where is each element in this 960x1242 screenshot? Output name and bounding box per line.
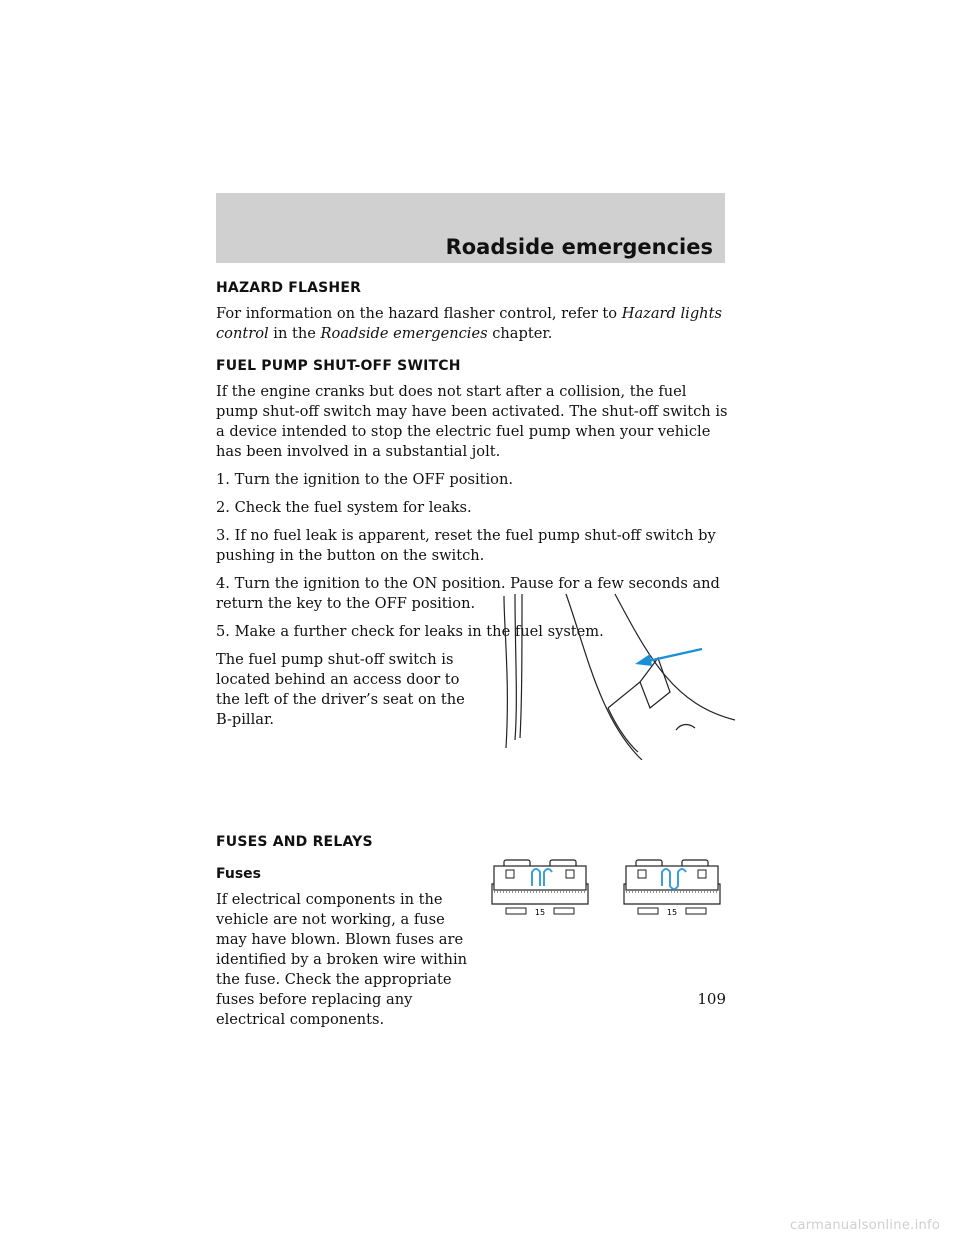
indicator-arrow-icon bbox=[635, 649, 702, 666]
fuel-pump-step-3: 3. If no fuel leak is apparent, reset the fuel pump shut-off switch by pushing in the button on the switch. bbox=[216, 527, 716, 564]
page-number: 109 bbox=[697, 990, 726, 1008]
fuel-pump-intro: If the engine cranks but does not start after a collision, the fuel pump shut-off switch may have been activated. The shut-off switch is a device intended to stop the electric fuel pump when your vehicle has been involved in a substantial jolt. bbox=[216, 383, 728, 460]
footer-watermark: carmanualsonline.info bbox=[790, 1218, 941, 1233]
hazard-lights-control-ref: Hazard lights control bbox=[216, 305, 722, 342]
b-pillar-edge-right bbox=[615, 594, 735, 720]
door-hinge-line bbox=[608, 682, 640, 708]
fuses-illustration bbox=[490, 858, 730, 920]
fuel-pump-step-2: 2. Check the fuel system for leaks. bbox=[216, 499, 472, 516]
roadside-emergencies-ref: Roadside emergencies bbox=[320, 325, 488, 342]
fuel-pump-heading: FUEL PUMP SHUT-OFF SWITCH bbox=[216, 358, 461, 374]
access-door bbox=[640, 658, 670, 708]
pillar-lower-edge bbox=[608, 708, 638, 752]
trim-line-left bbox=[504, 596, 507, 748]
fuses-relays-heading: FUSES AND RELAYS bbox=[216, 834, 373, 850]
chapter-header-band bbox=[216, 193, 725, 263]
b-pillar-edge-left bbox=[566, 594, 642, 760]
fuel-pump-step-1: 1. Turn the ignition to the OFF position. bbox=[216, 471, 514, 488]
blown-fuse bbox=[492, 860, 588, 917]
good-fuse-rating: 15 bbox=[666, 908, 678, 917]
hazard-flasher-heading: HAZARD FLASHER bbox=[216, 280, 362, 296]
b-pillar-switch-illustration bbox=[490, 590, 740, 760]
trim-line-left-3 bbox=[520, 594, 522, 738]
fuel-pump-step-4: 4. Turn the ignition to the ON position. Pause for a few seconds and return the key to the OFF position. bbox=[216, 575, 720, 612]
seat-edge bbox=[676, 725, 695, 731]
blown-fuse-rating: 15 bbox=[534, 908, 546, 917]
hazard-flasher-text: For information on the hazard flasher control, refer to Hazard lights control in the Roadside emergencies chapter. bbox=[216, 305, 722, 342]
good-fuse bbox=[624, 860, 720, 917]
fuses-text: If electrical components in the vehicle are not working, a fuse may have blown. Blown fuses are identified by a broken wire within the fuse. Check the appropriate fuses before replacing any electrical components. bbox=[216, 891, 468, 1028]
fuel-pump-step-5: 5. Make a further check for leaks in the fuel system. bbox=[216, 623, 604, 640]
trim-line-left-2 bbox=[515, 594, 516, 740]
chapter-title: Roadside emergencies bbox=[445, 235, 713, 259]
fuses-subheading: Fuses bbox=[216, 866, 261, 882]
fuel-pump-location: The fuel pump shut-off switch is located behind an access door to the left of the driver’s seat on the B-pillar. bbox=[216, 651, 465, 728]
